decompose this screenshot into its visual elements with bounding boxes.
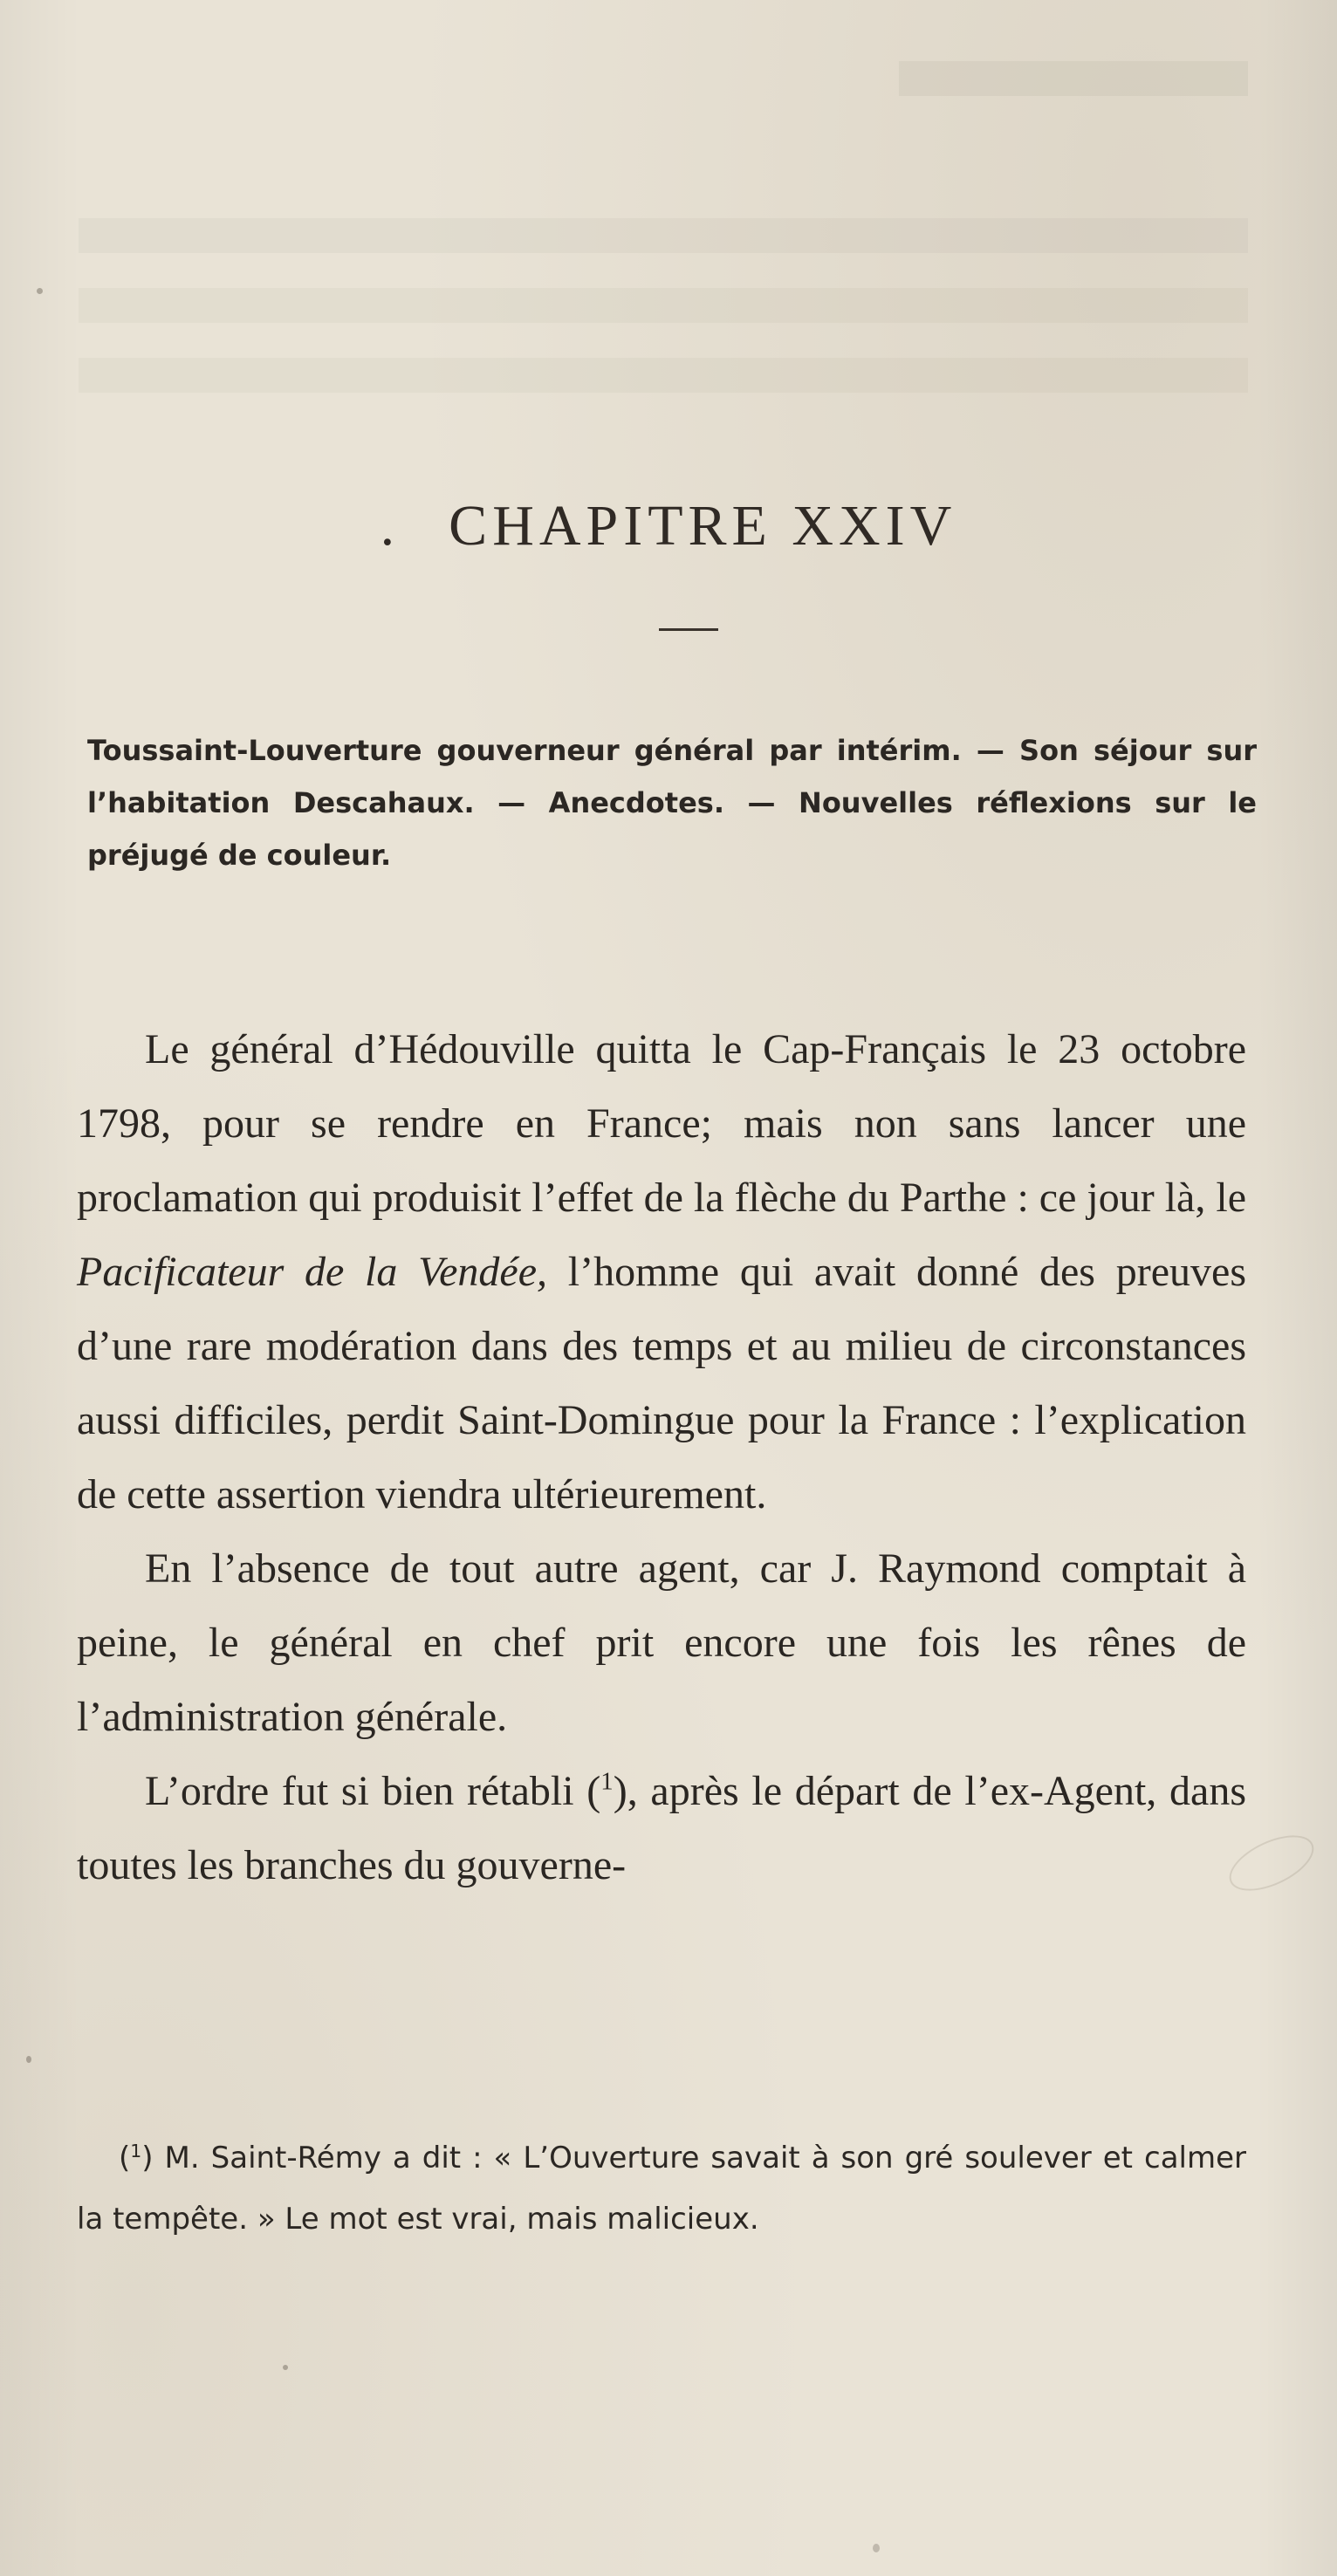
chapter-summary: Toussaint-Louverture gouverneur général par intérim. — Son séjour sur l’habitation Descahaux. — Anecdotes. — Nouvelles réflexions sur le préjugé de couleur. [87,734,1257,872]
footnote-text: M. Saint-Rémy a dit : « L’Ouverture savait à son gré soulever et calmer la tempête. » Le mot est vrai, mais malicieux. [77,2141,1246,2237]
chapter-heading [0,493,1337,559]
footnote-mark-open: ( [119,2141,131,2175]
bleed-through-mark [79,358,1248,393]
footnote-mark: 1 [130,2140,142,2162]
paragraph-1-text-end: l’homme qui avait donné des preuves d’une rare modération dans des temps et au milieu de circonstances aussi difficiles, perdit Saint-Domingue pour la France : l’explication de cette assertion viendra ultérieurement. [77,1249,1246,1518]
heading-dot: . [380,494,401,558]
body-text [77,1012,1246,1902]
paragraph-3-text-end: ), après le départ de l’ex-Agent, dans toutes les branches du gouverne- [77,1768,1247,1888]
footnote-reference[interactable]: 1 [600,1767,614,1796]
bleed-through-mark [79,218,1248,253]
paragraph-2: En l’absence de tout autre agent, car J. Raymond comptait à peine, le général en chef prit encore une fois les rênes de l’administration générale. [77,1545,1246,1740]
bleed-through-mark [79,288,1248,323]
paragraph-3-text: L’ordre fut si bien rétabli ( [145,1768,601,1814]
paper-speck [283,2365,288,2370]
bleed-through-mark [899,61,1248,96]
paragraph-1-text: Le général d’Hédouville quitta le Cap-Français le 23 octobre 1798, pour se rendre en France; mais non sans lancer une proclamation qui produisit l’effet de la flèche du Parthe : ce jour là, le [77,1026,1246,1221]
heading-rule [659,628,718,631]
paragraph-1 [77,1012,1246,1531]
paragraph-3 [77,1754,1246,1902]
paper-speck [37,288,43,294]
paper-speck [873,2544,880,2552]
footnote-mark-close: ) [141,2141,154,2175]
footnote [77,2127,1246,2250]
chapter-title: CHAPITRE XXIV [449,494,957,558]
paragraph-1-italic: Pacificateur de la Vendée, [77,1249,548,1295]
paper-speck [26,2056,31,2063]
